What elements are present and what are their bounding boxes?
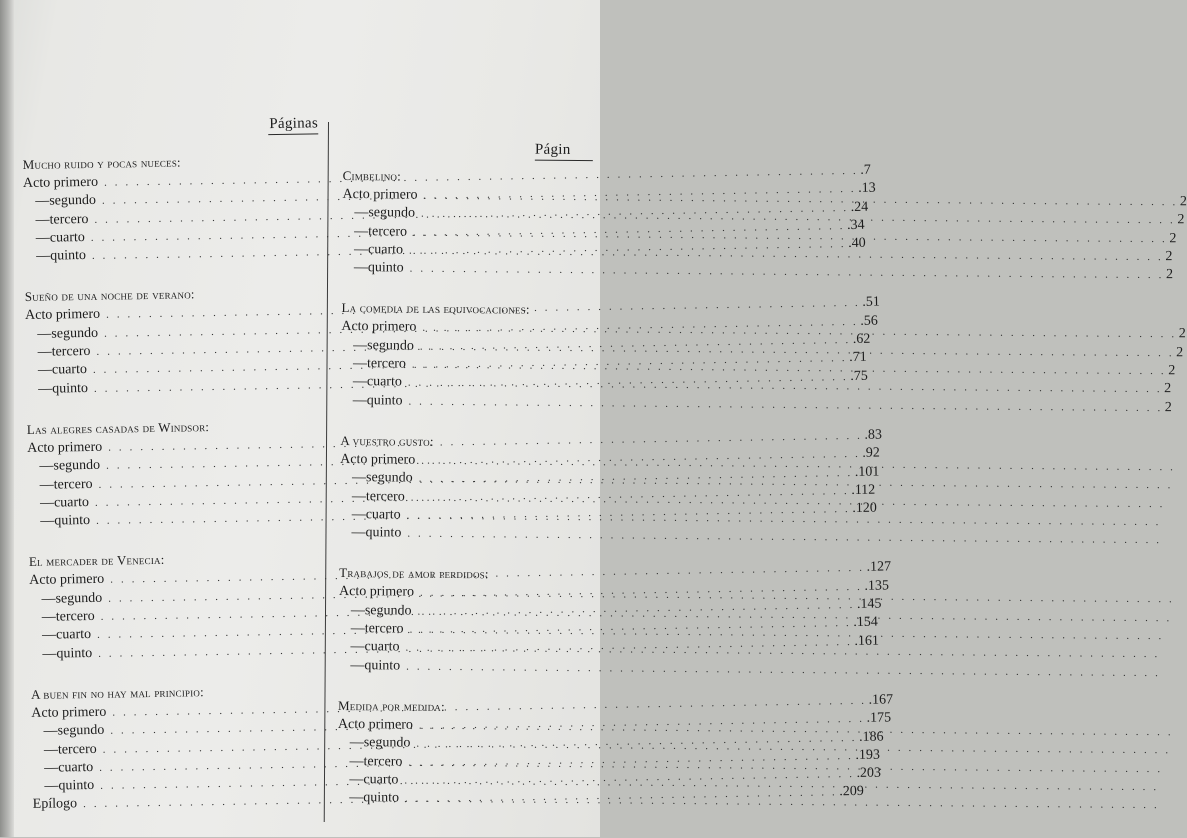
toc-label: —tercero [351, 488, 405, 505]
toc-label: —tercero [43, 741, 97, 758]
toc-label: Acto primero [31, 704, 107, 721]
left-column-header: Páginas [268, 115, 318, 135]
toc-label: Epílogo [32, 796, 78, 813]
toc-page-number: .7 [860, 162, 871, 178]
toc-label: —tercero [349, 753, 403, 770]
toc-label: —quinto [38, 380, 89, 397]
play-title: La comedia de las equivocaciones: [341, 300, 530, 318]
play-title: Trabajos de amor perdidos: [339, 565, 489, 582]
toc-label: Acto primero [24, 307, 101, 324]
play-title: A buen fin no hay mal principio: [30, 684, 204, 702]
toc-label: —segundo [41, 590, 103, 607]
toc-page-number: .101 [854, 464, 880, 480]
toc-label: —segundo [35, 193, 97, 210]
toc-page-number: .175 [866, 710, 892, 727]
toc-label: —quinto [36, 248, 87, 264]
toc-page-number: .34 [846, 217, 865, 233]
toc-page-number: 2 [1164, 381, 1172, 397]
toc-label: —quinto [350, 657, 401, 674]
toc-page-number: .135 [864, 578, 890, 594]
play-title: Cimbelino: [342, 167, 402, 184]
play-title: El mercader de Venecia: [28, 552, 165, 570]
toc-page-number: 2 [1168, 363, 1176, 379]
toc-page-number: .56 [860, 313, 878, 329]
toc-label: Acto primero [341, 319, 417, 336]
toc-page-number: .186 [858, 729, 884, 745]
toc-label: —cuarto [352, 374, 402, 390]
toc-label: —quinto [42, 645, 93, 662]
toc-page-number: .161 [854, 633, 880, 649]
toc-label: —cuarto [349, 771, 399, 788]
book-spine-shadow [0, 0, 14, 837]
toc-page-number: .24 [850, 199, 869, 215]
toc-page-number: 2 [1177, 212, 1185, 228]
toc-label: —quinto [352, 392, 403, 409]
toc-label: Acto primero [29, 572, 105, 589]
toc-label: —cuarto [351, 506, 401, 523]
toc-page-number: 2 [1179, 194, 1187, 210]
play-title: Mucho ruido y pocas nueces: [22, 154, 181, 172]
toc-label: —segundo [353, 337, 414, 354]
toc-label: —cuarto [35, 229, 85, 246]
toc-label: —cuarto [44, 759, 94, 776]
toc-label: —cuarto [353, 241, 404, 258]
toc-page-number: 2 [1169, 230, 1177, 246]
toc-label: —quinto [349, 790, 400, 806]
toc-label: Acto primero [27, 439, 103, 456]
toc-row [338, 657, 638, 678]
toc-label: —tercero [354, 223, 408, 240]
toc-label: —tercero [41, 608, 95, 625]
toc-label: —segundo [37, 325, 99, 342]
toc-page-number: 2 [1176, 345, 1184, 361]
toc-row [342, 259, 1174, 283]
toc-label: —segundo [354, 205, 416, 221]
toc-page-number: .83 [864, 427, 883, 443]
toc-page-number: .120 [852, 500, 877, 517]
toc-label: —tercero [352, 356, 406, 372]
play-entry [338, 565, 639, 677]
toc-page-number: .92 [862, 445, 880, 462]
toc-label: —cuarto [37, 362, 88, 379]
toc-page-number: .13 [858, 180, 876, 197]
toc-page-number: .203 [856, 765, 882, 782]
play-title: Sueño de una noche de verano: [24, 286, 195, 305]
play-entry [337, 698, 638, 810]
toc-page-number: 2 [1165, 267, 1174, 283]
toc-label: Acto primero [342, 186, 418, 203]
toc-label: —tercero [37, 344, 91, 360]
toc-label: —tercero [35, 211, 89, 228]
toc-label: —segundo [351, 470, 413, 486]
toc-label: —tercero [39, 476, 93, 493]
toc-row [339, 524, 639, 545]
toc-label: —cuarto [39, 494, 90, 511]
play-title: Las alegres casadas de Windsor: [26, 419, 210, 437]
toc-page-number: .193 [855, 747, 881, 763]
toc-page-number: .75 [850, 368, 868, 384]
toc-label: —segundo [39, 458, 101, 475]
toc-page-number: 2 [1178, 326, 1186, 342]
toc-page-number: 2 [1165, 249, 1173, 265]
toc-label: Acto primero [337, 716, 413, 733]
toc-page-number: .154 [853, 614, 878, 631]
toc-label: —segundo [43, 723, 105, 739]
toc-label: —tercero [350, 621, 404, 637]
toc-label: Acto primero [22, 174, 99, 191]
toc-label: —cuarto [350, 639, 400, 655]
toc-page-number: .167 [868, 692, 894, 708]
toc-page-number: .127 [866, 559, 892, 576]
toc-row [337, 789, 637, 810]
right-column-header: Págin [535, 142, 593, 162]
toc-page-number: .145 [856, 596, 882, 612]
play-entry [339, 433, 640, 545]
toc-label: —quinto [40, 513, 91, 529]
toc-label: —quinto [353, 260, 404, 276]
toc-label: —cuarto [41, 627, 92, 644]
toc-label: —segundo [350, 602, 412, 619]
play-title: A vuestro gusto: [340, 432, 434, 449]
play-title: Medida por medida: [338, 697, 445, 714]
toc-row [341, 392, 1172, 415]
toc-page-number: .71 [849, 350, 867, 366]
toc-page-number: .40 [848, 235, 866, 252]
toc-label: Acto primero [340, 451, 416, 468]
toc-page-number: .209 [839, 784, 864, 800]
toc-label: Acto primero [338, 584, 415, 601]
toc-label: —quinto [351, 525, 402, 541]
toc-label: —segundo [349, 735, 411, 751]
toc-page-number: .112 [851, 482, 876, 498]
toc-label: —quinto [44, 778, 95, 794]
toc-page-number: .51 [862, 295, 880, 311]
toc-page-number: .62 [852, 331, 871, 348]
toc-page-number: 2 [1164, 399, 1172, 415]
